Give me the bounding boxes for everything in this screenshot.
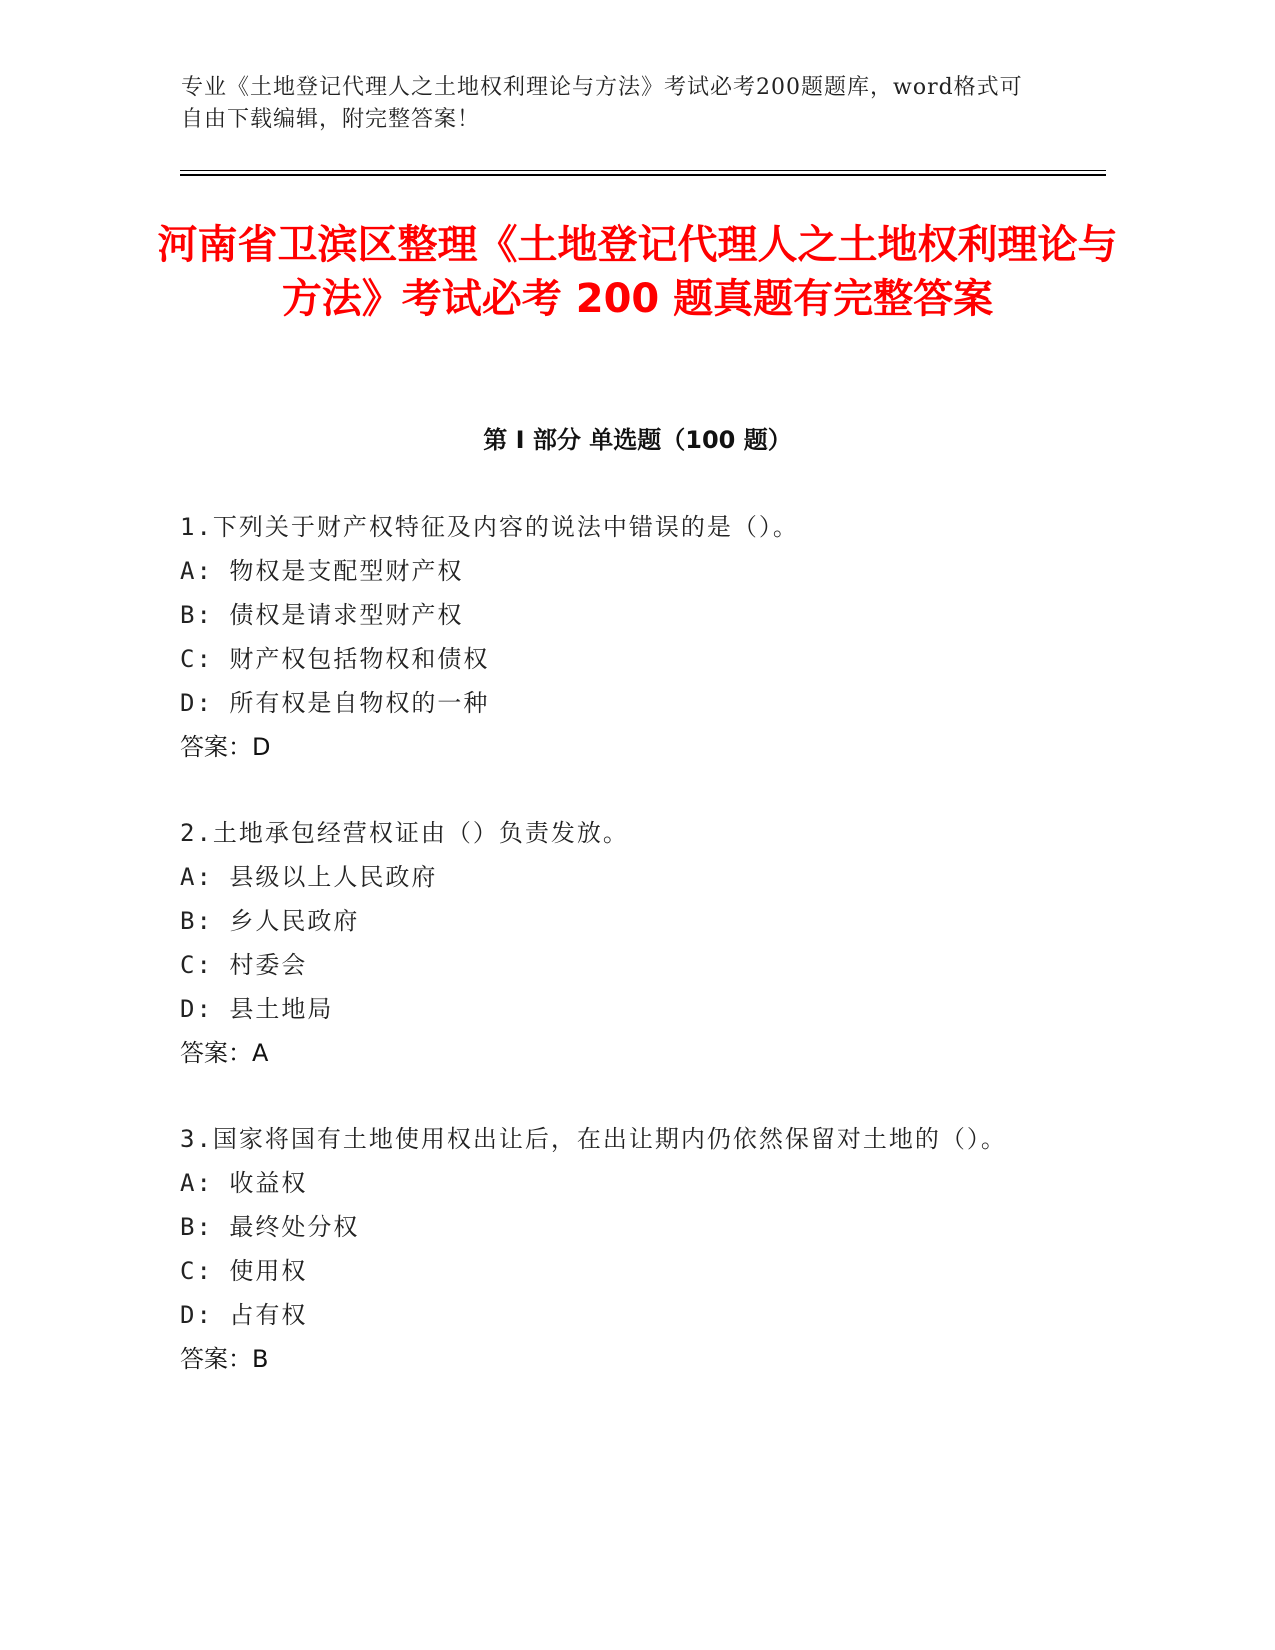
question-list bbox=[180, 505, 1040, 1423]
option-a: A: 物权是支配型财产权 bbox=[180, 557, 464, 585]
answer-line: 答案：B bbox=[180, 1345, 269, 1373]
option-d: D: 所有权是自物权的一种 bbox=[180, 689, 490, 717]
document-title: 河南省卫滨区整理《土地登记代理人之土地权利理论与方法》考试必考 200 题真题有完整答案 bbox=[157, 222, 1118, 322]
option-b: B: 乡人民政府 bbox=[180, 907, 360, 935]
option-a: A: 收益权 bbox=[180, 1169, 308, 1197]
header-rule-thin bbox=[180, 170, 1106, 171]
section-heading: 第 I 部分 单选题（100 题） bbox=[483, 426, 792, 454]
answer-line: 答案：A bbox=[180, 1039, 269, 1067]
option-d: D: 县土地局 bbox=[180, 995, 334, 1023]
question-stem: 1.下列关于财产权特征及内容的说法中错误的是（）。 bbox=[180, 513, 799, 541]
question-2 bbox=[180, 811, 1040, 1075]
option-c: C: 财产权包括物权和债权 bbox=[180, 645, 490, 673]
option-c: C: 村委会 bbox=[180, 951, 308, 979]
option-c: C: 使用权 bbox=[180, 1257, 308, 1285]
question-1 bbox=[180, 505, 1040, 769]
answer-line: 答案：D bbox=[180, 733, 271, 761]
header-note: 专业《土地登记代理人之土地权利理论与方法》考试必考200题题库，word格式可自由下载编辑，附完整答案！ bbox=[181, 75, 1023, 132]
question-stem: 3.国家将国有土地使用权出让后，在出让期内仍依然保留对土地的（）。 bbox=[180, 1125, 1007, 1153]
option-d: D: 占有权 bbox=[180, 1301, 308, 1329]
header-rule-thick bbox=[180, 174, 1106, 176]
question-stem: 2.土地承包经营权证由（）负责发放。 bbox=[180, 819, 629, 847]
option-b: B: 最终处分权 bbox=[180, 1213, 360, 1241]
option-a: A: 县级以上人民政府 bbox=[180, 863, 438, 891]
option-b: B: 债权是请求型财产权 bbox=[180, 601, 464, 629]
question-3 bbox=[180, 1117, 1040, 1381]
